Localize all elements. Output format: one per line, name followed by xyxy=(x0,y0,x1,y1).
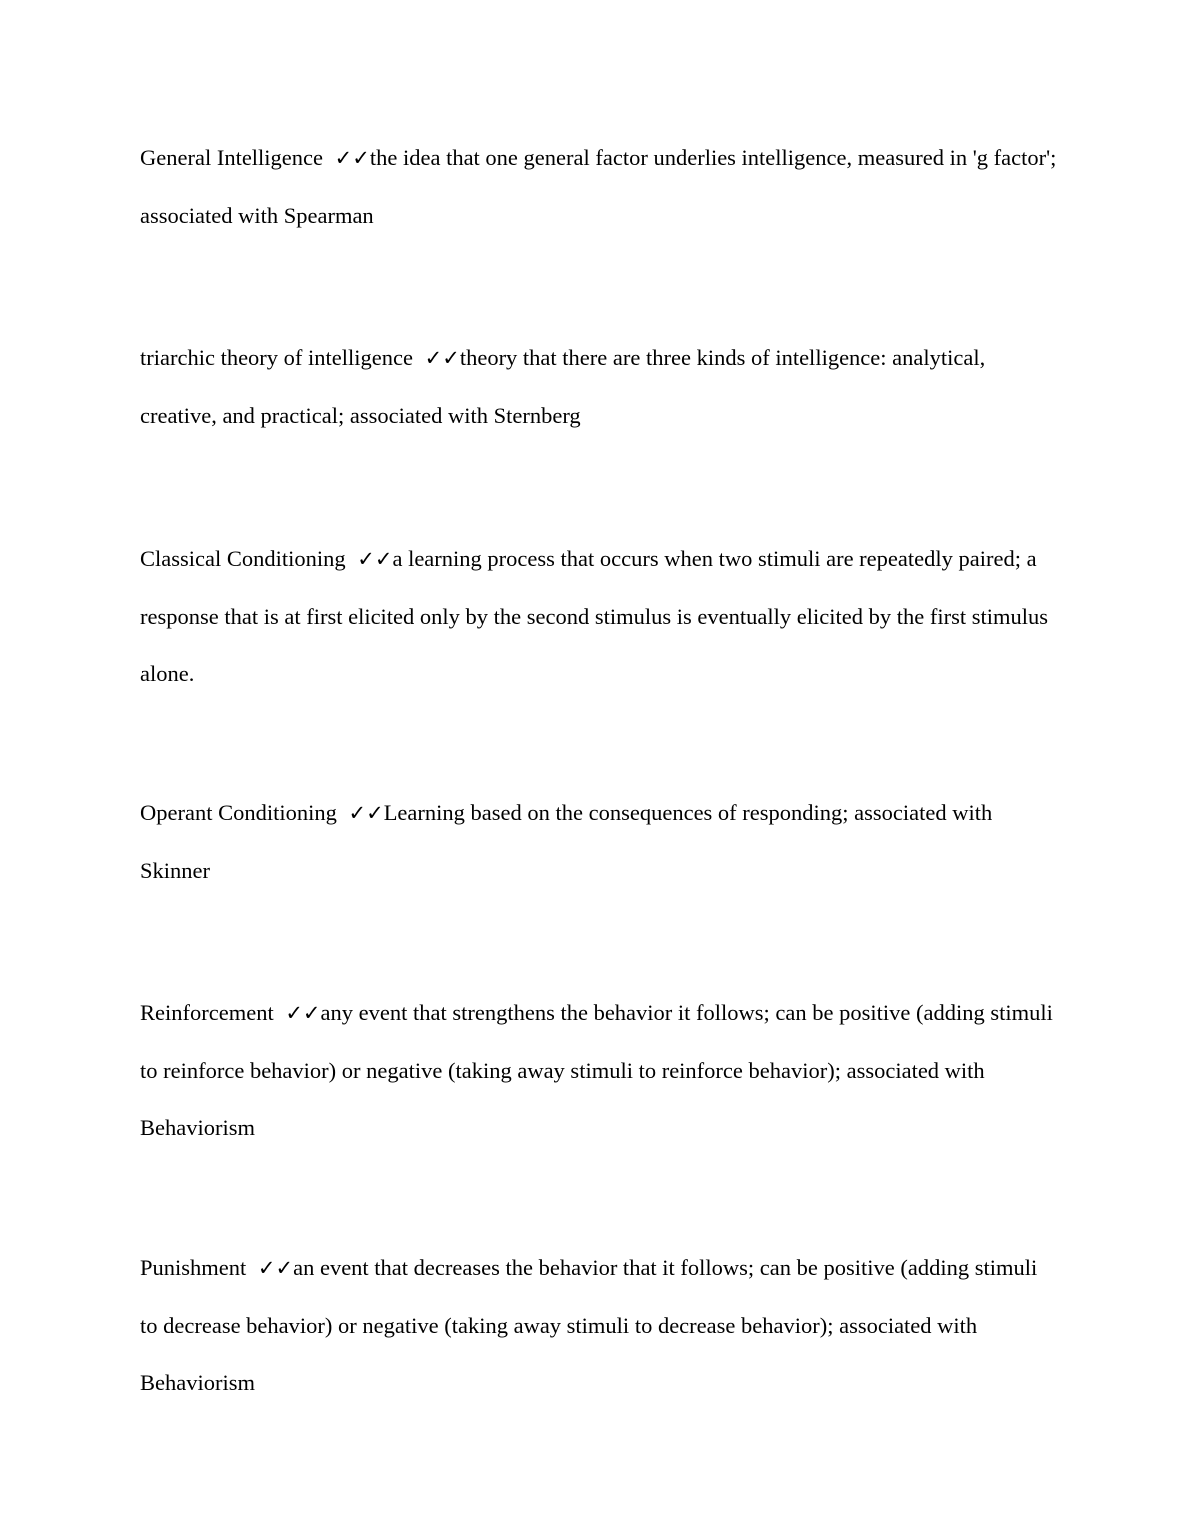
entry-definition: Learning based on the consequences of responding; associated with Skinner xyxy=(140,800,993,883)
entry-term: General Intelligence xyxy=(140,145,329,170)
double-check-icon: ✓✓ xyxy=(348,801,384,825)
entry-definition: a learning process that occurs when two stimuli are repeatedly paired; a response that is at first elicited only by the second stimulus is eventually elicited by the first stimulus alone. xyxy=(140,546,1048,686)
entry-term: Operant Conditioning xyxy=(140,800,343,825)
glossary-entry xyxy=(140,984,1060,1156)
entry-definition: any event that strengthens the behavior it follows; can be positive (adding stimuli to reinforce behavior) or negative (taking away stimuli to reinforce behavior); associated with Behaviorism xyxy=(140,1000,1053,1140)
entry-term: triarchic theory of intelligence xyxy=(140,345,419,370)
double-check-icon: ✓✓ xyxy=(257,1256,294,1280)
double-check-icon: ✓✓ xyxy=(424,346,460,370)
entry-term: Punishment xyxy=(140,1255,252,1280)
double-check-icon: ✓✓ xyxy=(285,1001,321,1025)
entry-definition: an event that decreases the behavior that it follows; can be positive (adding stimuli to decrease behavior) or negative (taking away stimuli to decrease behavior); associated with Behaviorism xyxy=(140,1255,1038,1395)
glossary-entry xyxy=(140,329,1060,444)
double-check-icon: ✓✓ xyxy=(357,547,393,571)
glossary-entry xyxy=(140,1239,1060,1411)
entry-term: Classical Conditioning xyxy=(140,546,352,571)
glossary-entry xyxy=(140,530,1060,702)
entry-definition: the idea that one general factor underlies intelligence, measured in 'g factor'; associated with Spearman xyxy=(140,145,1057,228)
glossary-entry xyxy=(140,129,1060,244)
double-check-icon: ✓✓ xyxy=(334,146,370,170)
glossary-entry xyxy=(140,784,1060,899)
entry-definition: theory that there are three kinds of intelligence: analytical, creative, and practical; associated with Sternberg xyxy=(140,345,986,428)
entry-term: Reinforcement xyxy=(140,1000,280,1025)
